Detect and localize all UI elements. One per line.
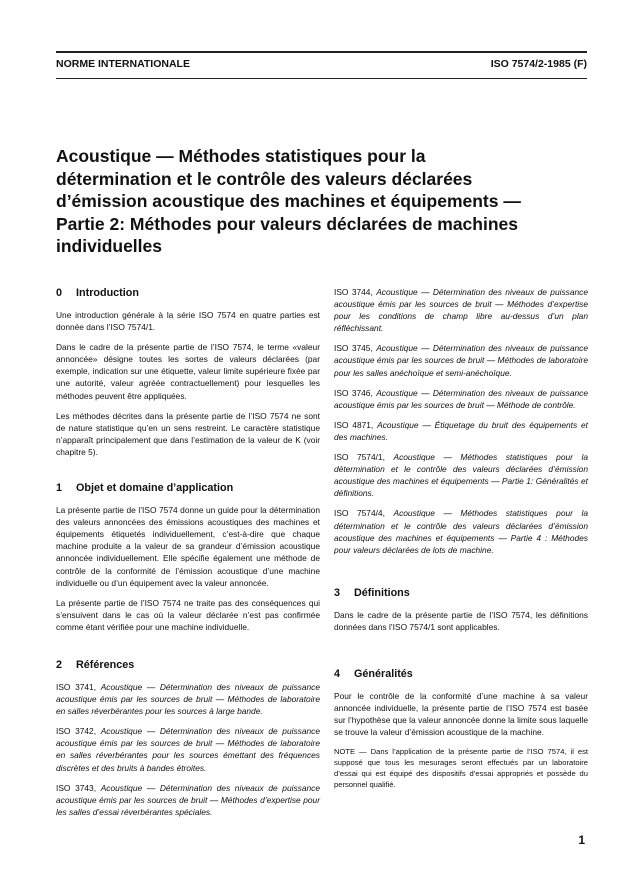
header-standard-number: ISO 7574/2-1985 (F) bbox=[490, 58, 587, 70]
header-bottom-rule bbox=[56, 78, 587, 79]
section-heading-scope: 1 Objet et domaine d’application bbox=[56, 482, 234, 495]
title-line: Partie 2: Méthodes pour valeurs déclarées de machines bbox=[56, 213, 518, 234]
title-line: individuelles bbox=[56, 236, 162, 256]
general-paragraph: Pour le contrôle de la conformité d’une machine à sa valeur annoncée individuelle, la présente partie de l’ISO 7574 est basée sur l’hypothèse que la valeur annoncée donne la limite sous laquelle se trouve la valeur d’émission acoustique de la machine. bbox=[334, 690, 588, 738]
reference-item: ISO 3744, Acoustique — Détermination des niveaux de puissance acoustique émis par les sources de bruit — Méthodes d’expertise pour les conditions de champ libre au-dessus d’un plan réfléchissant. bbox=[334, 287, 589, 334]
reference-item: ISO 3742, Acoustique — Détermination des niveaux de puissance acoustique émis par les sources de bruit — Méthodes de laboratoire en salles réverbérantes pour les sources émettant des fréquences discrètes et des bruits à bandes étroites. bbox=[56, 726, 321, 773]
reference-item: ISO 4871, Acoustique — Étiquetage du bruit des équipements et des machines. bbox=[334, 419, 589, 442]
title-line: Acoustique — Méthodes statistiques pour la bbox=[56, 146, 426, 166]
general-note: NOTE — Dans l’application de la présente partie de l’ISO 7574, il est supposé que tous les mesurages seront effectués par un laboratoire d’essai qui est équipé des dispositifs d’essai appropriés et possède du personnel qualifié. bbox=[334, 747, 588, 790]
intro-paragraph-3: Les méthodes décrites dans la présente partie de l’ISO 7574 ne sont de nature statistique qu’en un sens restreint. Le caractère statistique n’apparaît principalement que dans l’estimation de la valeur de K (voir chapitre 5). bbox=[56, 410, 320, 457]
reference-item: ISO 3741, Acoustique — Détermination des niveaux de puissance acoustique émis par les sources de bruit — Méthodes de laboratoire en salles réverbérantes pour les sources à large bande. bbox=[56, 681, 321, 717]
scope-paragraph-1: La présente partie de l’ISO 7574 donne un guide pour la détermination des valeurs annoncées des émissions acoustiques des machines et équipements étiquetés individuellement, c’est-à-dire que chaque machine produite a la valeur de sa grandeur d’émission acoustique annoncée individuellement. Elle spécifie également une méthode de contrôle de la conformité de l’émission acoustique d’une machine individuelle ou d’un équipement avec la valeur annoncée. bbox=[56, 505, 320, 588]
definitions-paragraph: Dans le cadre de la présente partie de l’ISO 7574, les définitions données dans l’ISO 7574/1 sont applicables. bbox=[334, 609, 588, 632]
right-column bbox=[334, 286, 588, 790]
title-line: détermination et le contrôle des valeurs déclarées bbox=[56, 168, 473, 189]
header-standard-type: NORME INTERNATIONALE bbox=[56, 58, 190, 70]
reference-item: ISO 3743, Acoustique — Détermination des niveaux de puissance acoustique émis par les sources de bruit — Méthodes d’expertise pour les salles d’essai réverbérantes spéciales. bbox=[56, 782, 321, 817]
reference-item: ISO 3745, Acoustique — Détermination des niveaux de puissance acoustique émis par les sources de bruit — Méthodes de laboratoire pour les salles anéchoïque et semi-anéchoïque. bbox=[334, 343, 589, 378]
page-header bbox=[56, 52, 587, 72]
page-number: 1 bbox=[578, 833, 585, 847]
section-heading-definitions: 3 Définitions bbox=[334, 586, 410, 599]
document-title bbox=[56, 145, 576, 258]
title-line: d’émission acoustique des machines et équipements — bbox=[56, 191, 521, 211]
reference-item: ISO 7574/4, Acoustique — Méthodes statistiques pour la détermination et le contrôle des valeurs déclarées d’émission acoustique des machines et équipements — Partie 4 : Méthodes pour valeurs déclarées de lots de machine. bbox=[334, 508, 589, 555]
intro-paragraph-1: Une introduction générale à la série ISO 7574 en quatre parties est donnée dans l’ISO 7574/1. bbox=[56, 310, 320, 333]
reference-item: ISO 7574/1, Acoustique — Méthodes statistiques pour la détermination et le contrôle des valeurs déclarées d’émission acoustique des machines et équipements — Partie 1: Généralités et définitions. bbox=[334, 452, 589, 499]
section-heading-general: 4 Généralités bbox=[334, 667, 413, 680]
section-heading-references: 2 Références bbox=[56, 658, 135, 671]
left-column bbox=[56, 286, 320, 818]
reference-item: ISO 3746, Acoustique — Détermination des niveaux de puissance acoustique émis par les sources de bruit — Méthode de contrôle. bbox=[334, 387, 589, 410]
intro-paragraph-2: Dans le cadre de la présente partie de l’ISO 7574, le terme «valeur annoncée» désigne toutes les sortes de valeurs déclarées (par exemple, indication sur une étiquette, valeur limite supérieure fixée par une autorité, valeur agréée contractuellement) pour lesquelles les méthodes peuvent être appliquées. bbox=[56, 342, 320, 401]
section-heading-introduction: 0 Introduction bbox=[56, 287, 139, 299]
scope-paragraph-2: La présente partie de l’ISO 7574 ne traite pas des conséquences qui s’ensuivent dans le cas où la valeur déclarée n’est pas confirmée comme étant vérifiée pour une machine individuelle. bbox=[56, 597, 320, 632]
